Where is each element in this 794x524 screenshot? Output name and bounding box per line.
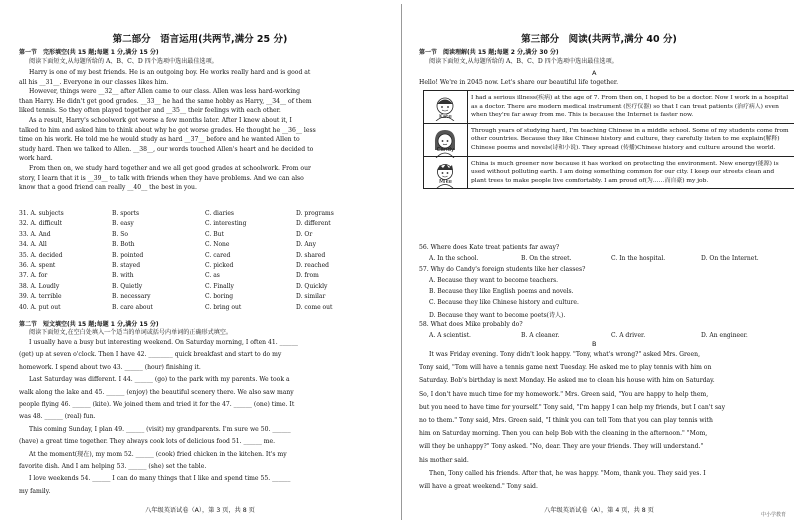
option-item: 34. A. All — [19, 241, 47, 249]
option-item: 40. A. put out — [19, 303, 61, 311]
part-two-title: 第二部分 语言运用(共两节,满分 25 分) — [112, 34, 288, 45]
passage-line: time on his work. He told me he would study as hard __37__ before and he wanted Allen to — [19, 136, 300, 144]
passage-line: story, I learn that it is __39__ to talk with friends when they have problems. And we can also — [19, 174, 304, 182]
answer-option: C. In the hospital. — [611, 255, 666, 262]
question-stem: 56. Where does Kate treat patients far away? — [419, 244, 560, 251]
option-item: C. But — [205, 230, 224, 238]
fill-blank-section-heading: 第二节 短文填空(共 15 题;每题 1 分,满分 15 分) — [19, 321, 159, 328]
table-row — [424, 157, 794, 189]
option-item: 39. A. terrible — [19, 293, 62, 301]
option-item: D. Quickly — [296, 282, 328, 290]
passage-line: no to them." Tony said, Mrs. Green said, "I think you can tell Tom that you can play tennis with — [419, 417, 713, 424]
person-description: I had a serious illness(疾病) at the age of 7. From then on, I hoped to be a doctor. Now I work in a hospital as a doctor. There are modern medical instrument (医疗仪器) so that I can treat patients (治疗病人) even when they're far away from me. This is because the Internet is faster now. — [471, 95, 789, 119]
portrait-cell — [424, 157, 468, 189]
option-item: C. boring — [205, 293, 234, 301]
passage-line: but you need to have time for yourself." Tony said, "I'm happy I can help my friends, but I can't say — [419, 403, 726, 411]
question-stem: 57. Why do Candy's foreign students like her classes? — [419, 266, 586, 273]
passage-line: study hard. Then we talked to Allen. __38__, our words touched Allen's heart and he decided to — [19, 145, 314, 153]
option-item: 32. A. difficult — [19, 220, 63, 228]
passage-line: At the moment(现在), my mom 52. ______ (cook) fried chicken in the kitchen. It's my — [29, 450, 287, 458]
cloze-instructions: 阅读下面短文,从每题所给的 A、B、C、D 四个选项中选出最佳选项。 — [29, 58, 218, 65]
option-item: D. different — [296, 220, 331, 228]
option-item: C. diaries — [205, 210, 234, 217]
option-item: 36. A. spent — [19, 262, 56, 269]
passage-line: him on Saturday morning. Then you can help Bob with the cleaning in the afternoon." "Mom, — [419, 430, 708, 438]
page-footer: 八年级英语试卷（A），第 3 页，共 8 页 — [145, 507, 255, 514]
person-name: Mike — [439, 179, 452, 186]
passage-line: liked tennis. So they often played together and __35__ their feelings with each other. — [19, 107, 281, 115]
passage-line: So, I don't have much time for my homework." Mrs. Green said, "You are happy to help them, — [419, 390, 709, 398]
option-item: B. sports — [112, 210, 140, 217]
passage-line: all his __31__. Everyone in our classes likes him. — [19, 78, 169, 86]
answer-option: C. A driver. — [611, 332, 646, 339]
option-item: C. Finally — [205, 282, 234, 290]
option-item: B. stayed — [112, 262, 141, 269]
passage-line: than Harry. He didn't get good grades. __33__ he had the same hobby as Harry, __34__ of them — [19, 97, 312, 105]
passage-line: As a result, Harry's schoolwork got worse a few months later. After I knew about it, I — [29, 117, 292, 124]
column-divider — [401, 4, 402, 520]
page-4 — [404, 0, 794, 524]
passage-line: will have a great weekend." Tony said. — [419, 483, 538, 490]
answer-option: C. Because they like Chinese history and culture. — [429, 299, 579, 306]
option-item: B. easy — [112, 220, 134, 228]
option-item: C. cared — [205, 251, 231, 259]
passage-line: know that a good friend can really __40__ the best in you. — [19, 184, 197, 192]
passage-line: people flying 46. ______ (kite). We joined them and tried it for the 47. ______ (one) time. It — [19, 401, 295, 408]
cloze-section-heading: 第一节 完形填空(共 15 题;每题 1 分,满分 15 分) — [19, 49, 159, 56]
passage-line: However, things were __32__ after Allen came to our class. Allen was less hard-working — [29, 88, 301, 96]
option-item: 31. A. subjects — [19, 210, 64, 217]
passage-line: homework. I spend about two 43. ______ (hour) finishing it. — [19, 363, 201, 371]
passage-line: It was Friday evening. Tony didn't look happy. "Tony, what's wrong?" asked Mrs. Green, — [429, 351, 701, 358]
passage-line: Tony said, "Tom will have a tennis game next Tuesday. He asked me to play tennis with him on — [419, 364, 712, 372]
passage-line: I usually have a busy but interesting weekend. On Saturday morning, I often 41. ______ — [29, 339, 298, 346]
option-item: 37. A. for — [19, 272, 48, 280]
option-item: B. Both — [112, 241, 135, 249]
option-item: C. None — [205, 241, 230, 249]
option-item: B. care about — [112, 303, 153, 311]
fill-blank-instructions: 阅读下面短文,在空白处填入一个适当的单词或括号内单词的正确形式填空。 — [29, 329, 233, 336]
passage-line: favorite dish. And I am helping 53. ______ (she) set the table. — [19, 463, 207, 470]
answer-option: B. A cleaner. — [521, 332, 560, 339]
watermark-logo: 中小学教育 — [760, 512, 786, 518]
page-footer: 八年级英语试卷（A），第 4 页，共 8 页 — [544, 507, 654, 514]
candy-portrait-icon — [424, 128, 467, 158]
person-name: Candy — [436, 146, 455, 153]
option-item: C. as — [205, 272, 220, 280]
passage-line: talked to him and asked him to think about why he got worse grades. He thought he __36__ less — [19, 126, 316, 134]
passage-line: Then, Tony called his friends. After that, he was happy. "Mom, thank you. They said yes. I — [429, 469, 706, 477]
option-item: D. similar — [296, 293, 326, 301]
answer-option: A. A scientist. — [429, 332, 471, 339]
passage-line: I love weekends 54. ______ I can do many things that I like and spend time 55. ______ — [29, 475, 291, 483]
portrait-cell — [424, 91, 468, 123]
passage-line: will they be unhappy?" Tony asked. "No, dear. They are your friends. They will understand." — [419, 443, 704, 451]
answer-option: B. Because they like English poems and novels. — [429, 288, 574, 295]
table-row — [424, 91, 794, 124]
option-item: B. So — [112, 230, 128, 238]
answer-option: B. On the street. — [521, 255, 572, 262]
option-item: 38. A. Loudly — [19, 282, 60, 290]
passage-line: was 48. ______ (real) fun. — [19, 413, 96, 421]
option-item: D. Any — [296, 241, 316, 249]
reading-section-heading: 第一节 阅读理解(共 15 题;每题 2 分,满分 30 分) — [419, 49, 559, 56]
answer-option: A. Because they want to become teachers. — [429, 277, 559, 284]
passage-line: Saturday. Bob's birthday is next Monday. He asked me to clean his house with him on Saturday. — [419, 377, 715, 385]
answer-option: D. An engineer. — [701, 332, 748, 339]
passage-line: (get) up at seven o'clock. Then I have 42. ________ quick breakfast and start to do my — [19, 351, 282, 359]
passage-line: (have) a great time together. They always cook lots of delicious food 51. ______ me. — [19, 438, 276, 446]
option-item: 35. A. decided — [19, 251, 63, 259]
passage-a-intro: Hello! We're in 2045 now. Let's share our beautiful life together. — [419, 79, 619, 86]
option-item: B. necessary — [112, 293, 151, 301]
passage-line: his mother said. — [419, 456, 469, 464]
option-item: 33. A. And — [19, 230, 51, 238]
question-stem: 58. What does Mike probably do? — [419, 321, 523, 328]
person-description: China is much greener now because it has worked on protecting the environment. New energy(能源) is used without polluting earth. I am doing something common for our city. I keep our streets clean and plant trees to make people live comfortably. I am proud of(为……而自豪) my job. — [471, 160, 779, 184]
option-item: D. reached — [296, 262, 330, 269]
passage-a-label: A — [592, 69, 597, 77]
answer-option: A. In the school. — [429, 255, 479, 262]
option-item: D. come out — [296, 303, 333, 311]
answer-option: D. Because they want to become poets(诗人). — [429, 312, 566, 319]
passage-line: Last Saturday was different. I 44. ______ (go) to the park with my parents. We took a — [29, 376, 290, 384]
passage-line: walk along the lake and 45. ______ (enjoy) the beautiful scenery there. We also saw many — [19, 388, 294, 396]
option-item: D. shared — [296, 251, 326, 259]
passage-line: Harry is one of my best friends. He is an outgoing boy. He works really hard and is good at — [29, 69, 311, 76]
option-item: C. interesting — [205, 220, 247, 228]
option-item: D. from — [296, 272, 319, 280]
option-item: D. Or — [296, 230, 313, 238]
option-item: C. picked — [205, 262, 234, 269]
portrait-cell — [424, 124, 468, 156]
answer-option: D. On the Internet. — [701, 255, 759, 262]
option-item: C. bring out — [205, 303, 242, 311]
part-three-title: 第三部分 阅读(共两节,满分 40 分) — [521, 34, 677, 45]
option-item: B. pointed — [112, 251, 144, 259]
option-item: D. programs — [296, 210, 334, 217]
passage-line: my family. — [19, 487, 51, 495]
passage-line: This coming Sunday, I plan 49. ______ (visit) my grandparents. I'm sure we 50. ______ — [29, 425, 291, 433]
person-name: Kate — [439, 113, 452, 120]
passage-line: work hard. — [19, 155, 53, 163]
option-item: B. with — [112, 272, 134, 280]
passage-line: From then on, we study hard together and we all get good grades at schoolwork. From our — [29, 165, 311, 172]
table-row — [424, 124, 794, 157]
passage-b-label: B — [592, 340, 597, 348]
people-table — [423, 90, 794, 189]
person-description: Through years of studying hard, I'm teaching Chinese in a middle school. Some of my students come from other countries. Because they like Chinese history and culture, they carefully listen to me explain(解释) Chinese poems and novels(诗和小说). They spread (传播)Chinese history and culture around the world. — [471, 127, 789, 151]
reading-instructions: 阅读下面短文,从每题所给的 A、B、C、D 四个选项中选出最佳选项。 — [429, 58, 618, 65]
option-item: B. Quietly — [112, 282, 143, 290]
